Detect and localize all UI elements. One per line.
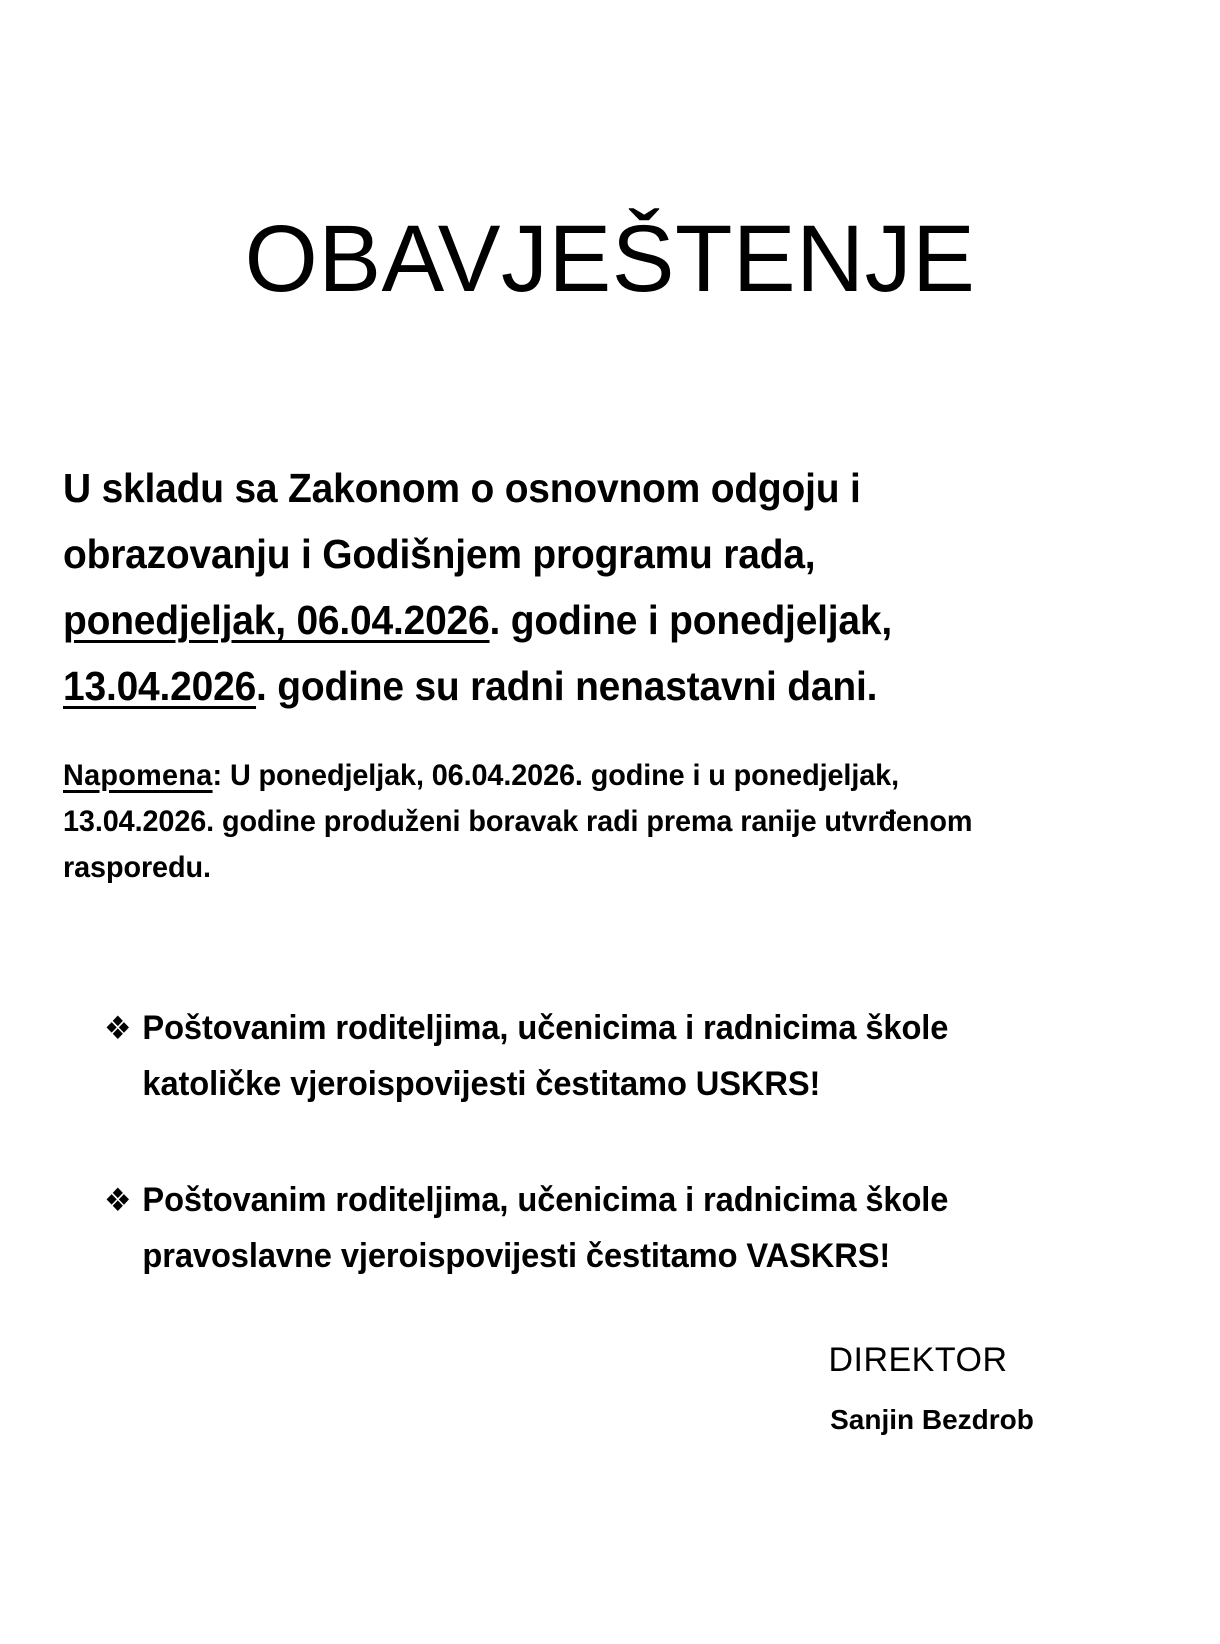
note-line-2: 13.04.2026. godine produženi boravak radi prema ranije utvrđenom: [63, 805, 973, 838]
lead-line-1: U skladu sa Zakonom o osnovnom odgoju i: [63, 465, 861, 511]
lead-text: [63, 455, 1061, 719]
signature-name: Sanjin Bezdrob: [830, 1404, 1034, 1435]
date-second-underlined: 13.04.2026: [63, 663, 257, 709]
list-item: [104, 1172, 1064, 1284]
diamond-bullet-icon: ❖: [104, 1010, 132, 1046]
note-line-1: [63, 753, 1090, 799]
date-first-underlined: ponedjeljak, 06.04.2026: [63, 597, 490, 643]
lead-line-4: [63, 653, 1061, 719]
list-item: [104, 1000, 1064, 1112]
note-line-1-rest: : U ponedjeljak, 06.04.2026. godine i u ponedjeljak,: [212, 759, 899, 792]
lead-line-3: [63, 587, 1061, 653]
greetings-list: [104, 1000, 1104, 1344]
note-label: Napomena: [63, 759, 213, 792]
note-line-3: rasporedu.: [63, 851, 211, 884]
list-item-line-2: pravoslavne vjeroispovijesti čestitamo VASKRS!: [142, 1237, 891, 1275]
lead-line-4-rest: . godine su radni nenastavni dani.: [256, 663, 878, 709]
diamond-bullet-icon: ❖: [104, 1182, 132, 1218]
lead-paragraph: [63, 455, 1063, 719]
lead-line-3-rest: . godine i ponedjeljak,: [489, 597, 893, 643]
page-title: OBAVJEŠTENJE: [244, 205, 976, 312]
list-item-line-1: Poštovanim roditeljima, učenicima i radnicima škole: [142, 1181, 949, 1219]
signature-block: [768, 1336, 1068, 1442]
signature-role: DIREKTOR: [828, 1341, 1008, 1379]
lead-line-2: obrazovanju i Godišnjem programu rada,: [63, 531, 816, 577]
note-paragraph: [63, 753, 1090, 891]
list-item-line-1: Poštovanim roditeljima, učenicima i radnicima škole: [142, 1009, 949, 1047]
list-item-line-2: katoličke vjeroispovijesti čestitamo USKRS!: [142, 1065, 821, 1103]
